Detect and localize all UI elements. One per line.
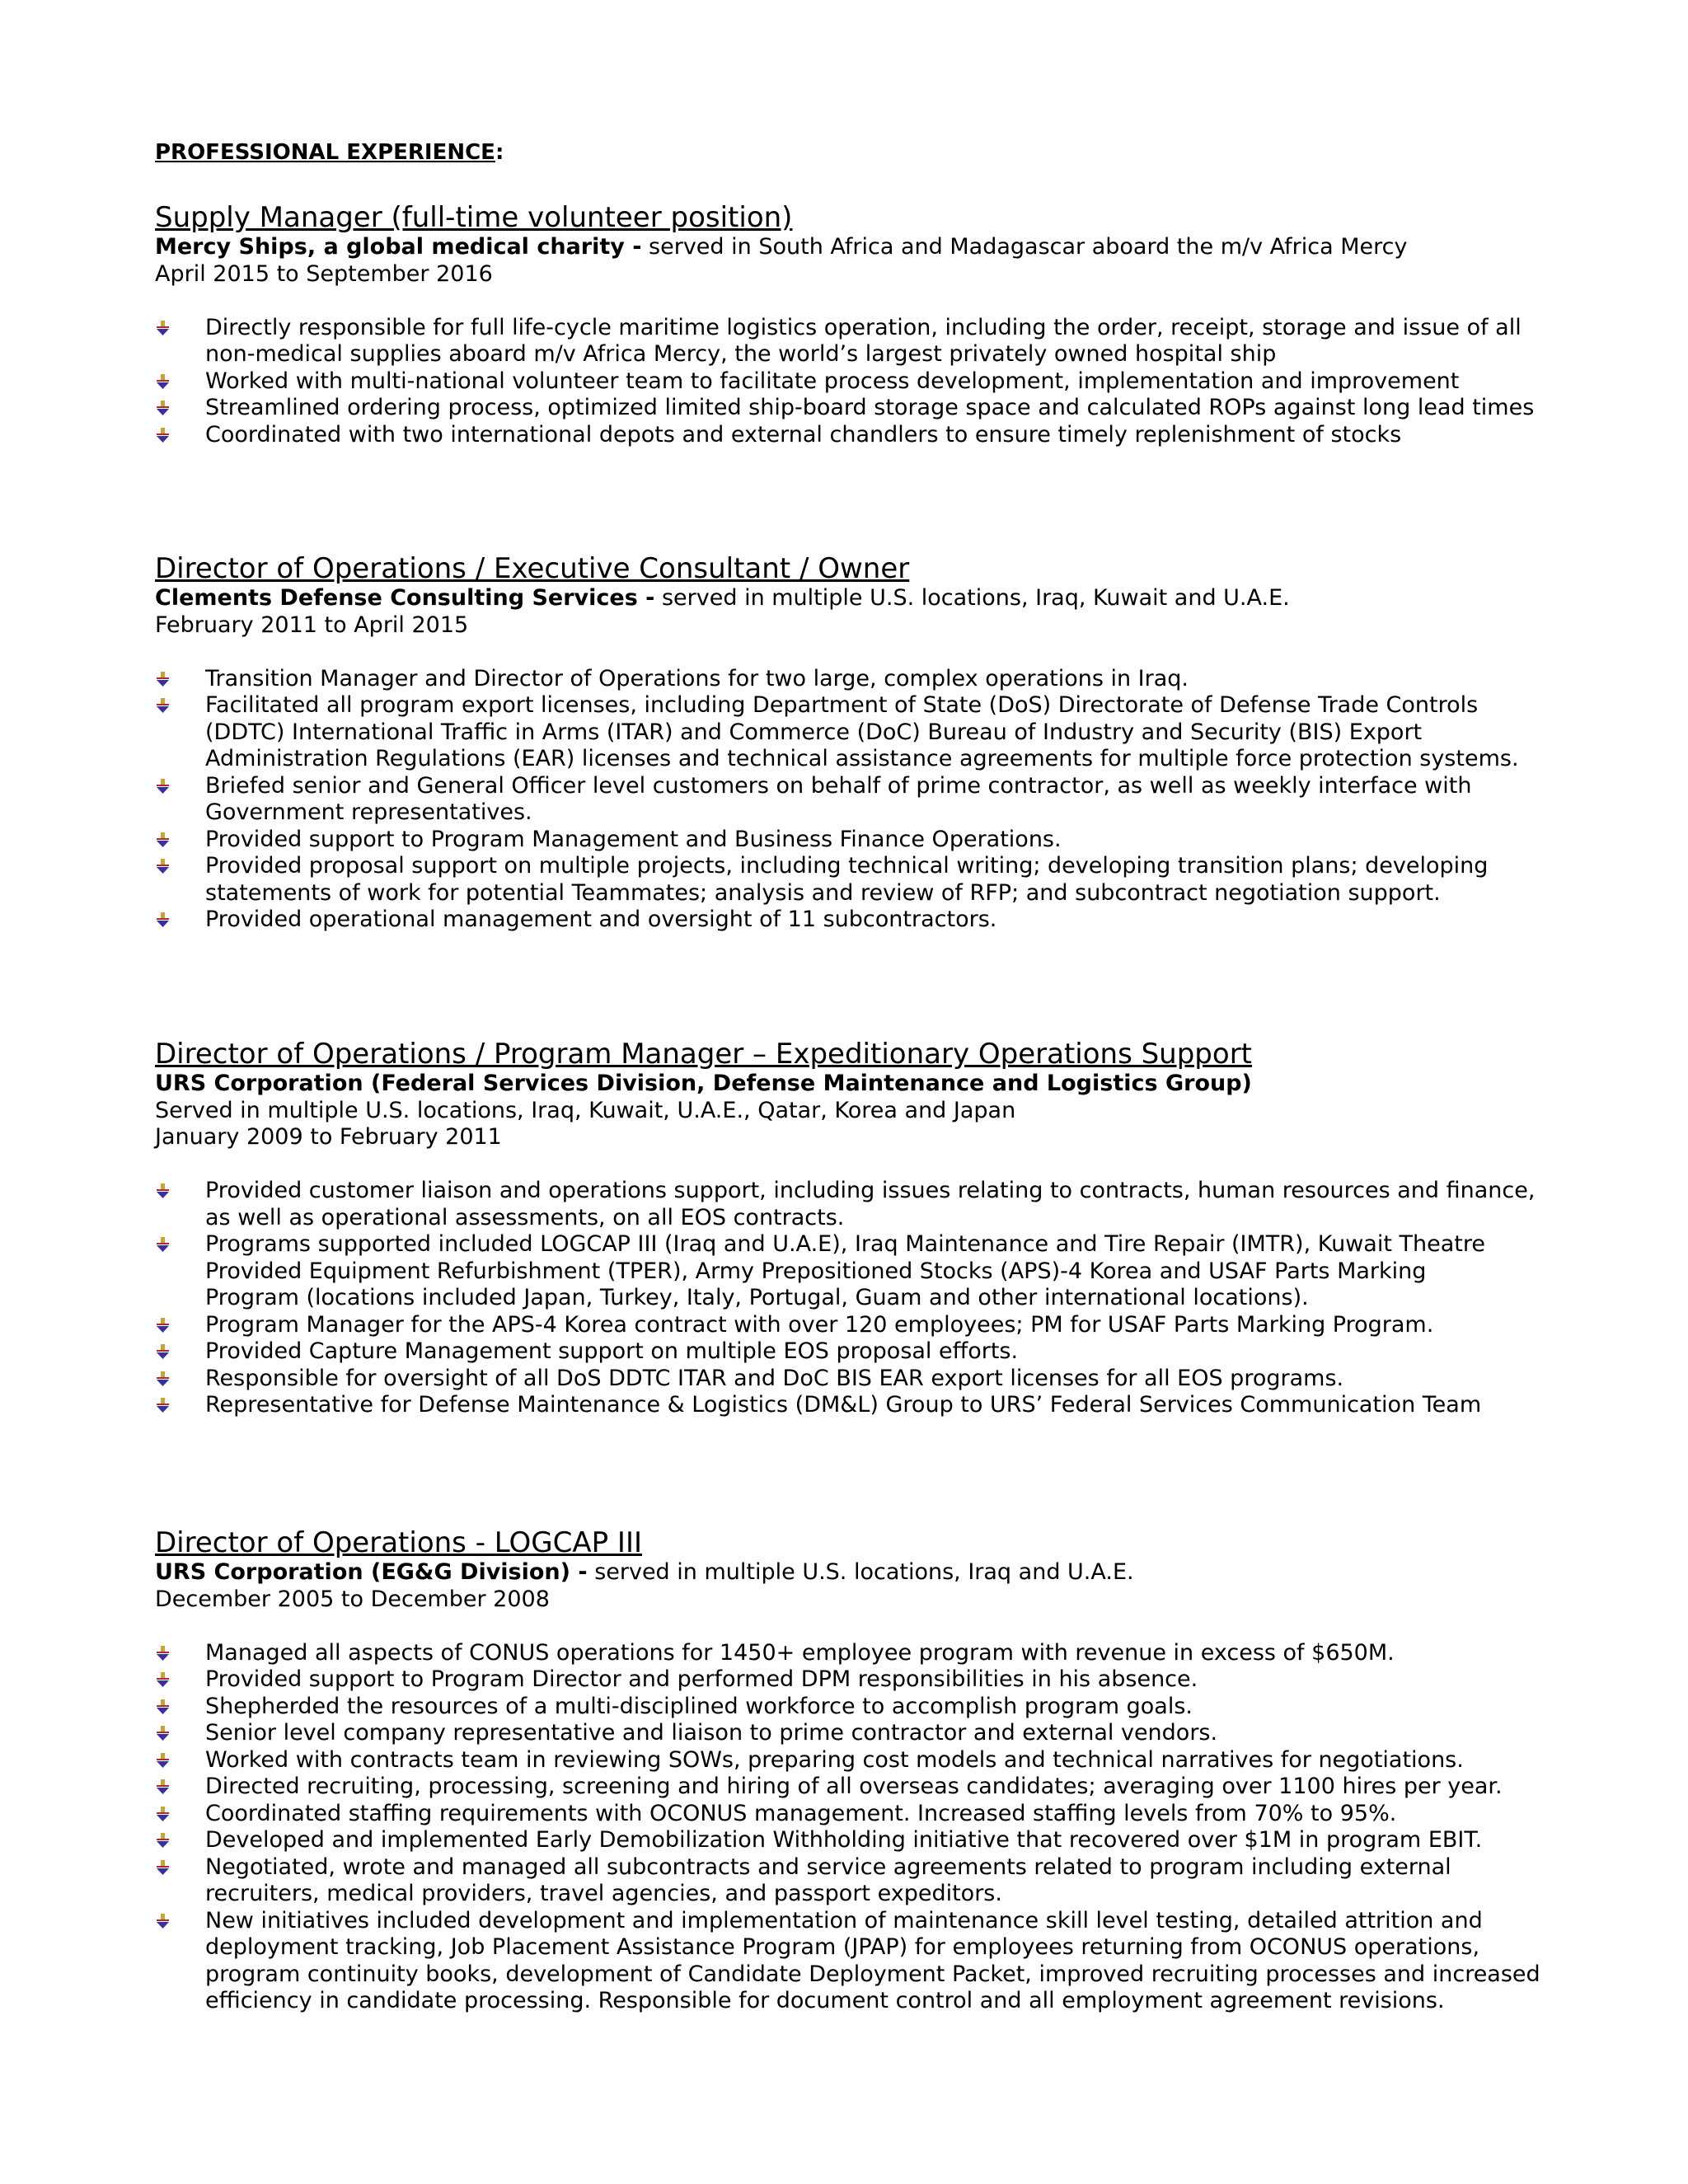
- job-entry: [155, 1038, 1573, 1419]
- arrow-down-bullet-icon: [156, 320, 170, 336]
- arrow-down-bullet-icon: [156, 1371, 170, 1387]
- locations-line: Served in multiple U.S. locations, Iraq, Kuwait, U.A.E., Qatar, Korea and Japan: [155, 1097, 1016, 1123]
- bullet-item: [155, 1720, 1573, 1747]
- arrow-down-bullet-icon: [156, 1752, 170, 1769]
- company-line: [155, 1559, 1573, 1586]
- bullet-text-line: Program (locations included Japan, Turkey, Italy, Portugal, Guam and other international locations).: [205, 1285, 1309, 1310]
- bullet-item: [155, 1666, 1573, 1694]
- date-range: February 2011 to April 2015: [155, 612, 469, 638]
- bullet-item: [155, 1908, 1573, 2015]
- arrow-down-bullet-icon: [156, 1832, 170, 1849]
- arrow-down-bullet-icon: [156, 1699, 170, 1715]
- bullet-text-line: Program Manager for the APS-4 Korea contract with over 120 employees; PM for USAF Parts Marking Program.: [205, 1311, 1434, 1338]
- company-detail: served in multiple U.S. locations, Iraq and U.A.E.: [587, 1559, 1134, 1585]
- bullet-item: [155, 422, 1573, 449]
- arrow-down-bullet-icon: [156, 1806, 170, 1822]
- arrow-down-bullet-icon: [156, 671, 170, 687]
- bullet-text-line: Worked with multi-national volunteer team to facilitate process development, implementation and improvement: [205, 368, 1460, 394]
- company-line: [155, 234, 1573, 261]
- arrow-down-bullet-icon: [156, 1236, 170, 1253]
- bullet-item: [155, 1392, 1573, 1419]
- section-heading: [155, 138, 504, 166]
- bullet-text-line: deployment tracking, Job Placement Assistance Program (JPAP) for employees returning from OCONUS operations,: [205, 1934, 1480, 1960]
- job-entry: [155, 552, 1573, 934]
- bullet-text-line: non-medical supplies aboard m/v Africa Mercy, the world’s largest privately owned hospital ship: [205, 341, 1277, 367]
- arrow-down-bullet-icon: [156, 1859, 170, 1876]
- arrow-down-bullet-icon: [156, 1183, 170, 1199]
- bullet-text-line: Managed all aspects of CONUS operations for 1450+ employee program with revenue in excess of $650M.: [205, 1639, 1395, 1666]
- bullet-text-line: Coordinated with two international depots and external chandlers to ensure timely replenishment of stocks: [205, 421, 1402, 448]
- bullet-text-line: (DDTC) International Traffic in Arms (ITAR) and Commerce (DoC) Bureau of Industry and Security (BIS) Export: [205, 719, 1423, 745]
- bullet-item: [155, 1640, 1573, 1667]
- bullet-item: [155, 907, 1573, 934]
- bullet-item: [155, 1747, 1573, 1774]
- arrow-down-bullet-icon: [156, 1317, 170, 1333]
- date-range: April 2015 to September 2016: [155, 260, 493, 287]
- bullet-text-line: Directed recruiting, processing, screening and hiring of all overseas candidates; averaging over 1100 hires per year.: [205, 1774, 1503, 1799]
- bullet-text-line: Shepherded the resources of a multi-disciplined workforce to accomplish program goals.: [205, 1693, 1193, 1719]
- bullet-text-line: Briefed senior and General Officer level customers on behalf of prime contractor, as well as weekly interface with: [205, 772, 1472, 799]
- bullet-text-line: Provided operational management and oversight of 11 subcontractors.: [205, 907, 997, 932]
- bullet-text-line: Negotiated, wrote and managed all subcontracts and service agreements related to program including external: [205, 1854, 1451, 1880]
- date-range: January 2009 to February 2011: [155, 1124, 502, 1150]
- bullet-text-line: Senior level company representative and liaison to prime contractor and external vendors.: [205, 1720, 1218, 1746]
- bullet-text-line: Programs supported included LOGCAP III (Iraq and U.A.E), Iraq Maintenance and Tire Repair (IMTR), Kuwait Theatre: [205, 1231, 1485, 1257]
- job-entry: [155, 1526, 1573, 2015]
- bullet-item: [155, 368, 1573, 396]
- bullet-item: [155, 315, 1573, 368]
- bullet-text-line: New initiatives included development and implementation of maintenance skill level testing, detailed attrition and: [205, 1907, 1483, 1933]
- bullet-item: [155, 1854, 1573, 1908]
- company-name: Clements Defense Consulting Services -: [155, 585, 655, 611]
- arrow-down-bullet-icon: [156, 1725, 170, 1741]
- company-detail: served in multiple U.S. locations, Iraq, Kuwait and U.A.E.: [654, 585, 1290, 611]
- company-name: URS Corporation (Federal Services Division, Defense Maintenance and Logistics Group): [155, 1071, 1252, 1096]
- bullet-text-line: Provided Equipment Refurbishment (TPER), Army Prepositioned Stocks (APS)-4 Korea and USAF Parts Marking: [205, 1258, 1427, 1284]
- responsibility-list: [155, 1178, 1573, 1419]
- bullet-text-line: statements of work for potential Teammates; analysis and review of RFP; and subcontract negotiation support.: [205, 879, 1441, 906]
- arrow-down-bullet-icon: [156, 1913, 170, 1929]
- section-colon: :: [495, 140, 504, 165]
- bullet-text-line: Responsible for oversight of all DoS DDTC ITAR and DoC BIS EAR export licenses for all EOS programs.: [205, 1365, 1344, 1391]
- bullet-text-line: as well as operational assessments, on all EOS contracts.: [205, 1204, 845, 1230]
- bullet-text-line: efficiency in candidate processing. Responsible for document control and all employment agreement revisions.: [205, 1988, 1445, 2013]
- company-detail: served in South Africa and Madagascar aboard the m/v Africa Mercy: [641, 234, 1408, 260]
- bullet-item: [155, 692, 1573, 773]
- bullet-text-line: Coordinated staffing requirements with OCONUS management. Increased staffing levels from 70% to 95%.: [205, 1800, 1397, 1826]
- bullet-item: [155, 773, 1573, 827]
- bullet-text-line: Transition Manager and Director of Operations for two large, complex operations in Iraq.: [205, 665, 1189, 691]
- bullet-item: [155, 1231, 1573, 1312]
- bullet-item: [155, 1694, 1573, 1721]
- arrow-down-bullet-icon: [156, 1671, 170, 1688]
- bullet-item: [155, 853, 1573, 907]
- responsibility-list: [155, 1640, 1573, 2015]
- arrow-down-bullet-icon: [156, 1343, 170, 1360]
- bullet-text-line: Facilitated all program export licenses, including Department of State (DoS) Directorate of Defense Trade Controls: [205, 692, 1479, 718]
- responsibility-list: [155, 666, 1573, 934]
- responsibility-list: [155, 315, 1573, 449]
- bullet-text-line: Provided support to Program Director and performed DPM responsibilities in his absence.: [205, 1666, 1198, 1692]
- bullet-text-line: Provided Capture Management support on multiple EOS proposal efforts.: [205, 1338, 1019, 1364]
- bullet-text-line: Provided customer liaison and operations support, including issues relating to contracts, human resources and finance,: [205, 1178, 1536, 1203]
- bullet-item: [155, 1312, 1573, 1339]
- company-line: [155, 1071, 1573, 1098]
- bullet-text-line: Government representatives.: [205, 799, 532, 825]
- bullet-text-line: Provided proposal support on multiple projects, including technical writing; developing transition plans; developing: [205, 853, 1489, 879]
- bullet-text-line: Directly responsible for full life-cycle maritime logistics operation, including the order, receipt, storage and issue of all: [205, 314, 1522, 340]
- date-range: December 2005 to December 2008: [155, 1586, 550, 1612]
- company-line: [155, 585, 1573, 612]
- arrow-down-bullet-icon: [156, 858, 170, 874]
- job-title: Director of Operations - LOGCAP III: [155, 1526, 642, 1559]
- bullet-text-line: Representative for Defense Maintenance & Logistics (DM&L) Group to URS’ Federal Services Communication Team: [205, 1392, 1482, 1418]
- arrow-down-bullet-icon: [156, 832, 170, 848]
- bullet-text-line: Streamlined ordering process, optimized limited ship-board storage space and calculated ROPs against long lead times: [205, 395, 1535, 420]
- bullet-text-line: Provided support to Program Management and Business Finance Operations.: [205, 826, 1062, 852]
- bullet-item: [155, 395, 1573, 422]
- job-title: Director of Operations / Executive Consultant / Owner: [155, 552, 910, 585]
- bullet-item: [155, 1178, 1573, 1231]
- section-title: PROFESSIONAL EXPERIENCE: [155, 140, 495, 165]
- arrow-down-bullet-icon: [156, 697, 170, 714]
- job-title: Supply Manager (full-time volunteer position): [155, 201, 793, 234]
- bullet-text-line: recruiters, medical providers, travel agencies, and passport expeditors.: [205, 1881, 1002, 1906]
- arrow-down-bullet-icon: [156, 373, 170, 390]
- bullet-item: [155, 827, 1573, 854]
- arrow-down-bullet-icon: [156, 400, 170, 416]
- arrow-down-bullet-icon: [156, 427, 170, 443]
- job-entry: [155, 201, 1573, 448]
- bullet-item: [155, 1774, 1573, 1801]
- bullet-item: [155, 666, 1573, 693]
- bullet-item: [155, 1338, 1573, 1366]
- bullet-text-line: program continuity books, development of Candidate Deployment Packet, improved recruiting processes and increased: [205, 1961, 1540, 1987]
- arrow-down-bullet-icon: [156, 1645, 170, 1661]
- company-name: Mercy Ships, a global medical charity -: [155, 234, 642, 260]
- arrow-down-bullet-icon: [156, 1779, 170, 1795]
- arrow-down-bullet-icon: [156, 778, 170, 794]
- job-title: Director of Operations / Program Manager – Expeditionary Operations Support: [155, 1038, 1252, 1071]
- arrow-down-bullet-icon: [156, 912, 170, 928]
- bullet-text-line: Worked with contracts team in reviewing SOWs, preparing cost models and technical narratives for negotiations.: [205, 1746, 1464, 1773]
- arrow-down-bullet-icon: [156, 1397, 170, 1413]
- bullet-text-line: Developed and implemented Early Demobilization Withholding initiative that recovered over $1M in program EBIT.: [205, 1827, 1483, 1853]
- bullet-text-line: Administration Regulations (EAR) licenses and technical assistance agreements for multiple force protection systems.: [205, 746, 1519, 771]
- bullet-item: [155, 1827, 1573, 1854]
- company-name: URS Corporation (EG&G Division) -: [155, 1559, 588, 1585]
- bullet-item: [155, 1366, 1573, 1393]
- bullet-item: [155, 1801, 1573, 1828]
